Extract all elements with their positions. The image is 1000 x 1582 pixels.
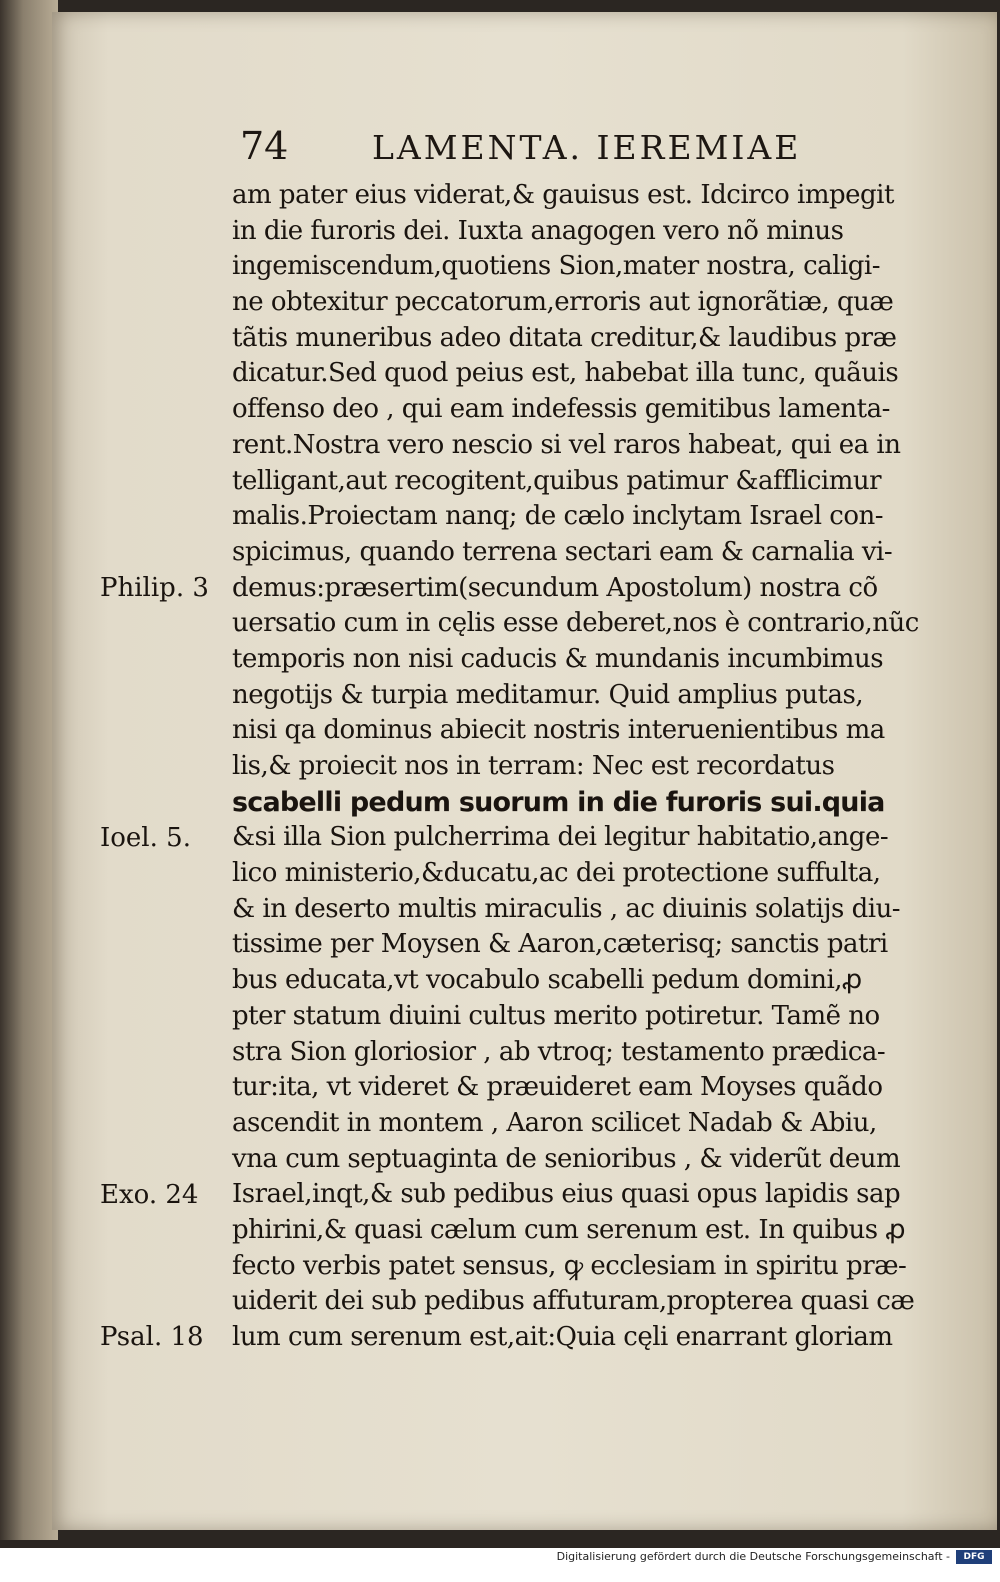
book-spine-edge <box>0 0 58 1540</box>
text-line: ingemiscendum,quotiens Sion,mater nostra, caligi- <box>232 251 881 282</box>
text-line: fecto verbis patet sensus, ꝙ ecclesiam in spiritu præ- <box>232 1250 907 1281</box>
margin-note-psal: Psal. 18 <box>100 1322 204 1353</box>
text-line: &si illa Sion pulcherrima dei legitur habitatio,ange- <box>232 822 889 853</box>
text-line: stra Sion gloriosior , ab vtroq; testamento prædica- <box>232 1036 886 1067</box>
text-line: negotijs & turpia meditamur. Quid amplius putas, <box>232 679 864 710</box>
text-line: phirini,& quasi cælum cum serenum est. In quibus ꝓ <box>232 1214 905 1245</box>
text-line: tur:ita, vt videret & præuideret eam Moyses quãdo <box>232 1072 883 1103</box>
text-line: nisi qa dominus abiecit nostris interuenientibus ma <box>232 715 885 746</box>
text-line: spicimus, quando terrena sectari eam & carnalia vi- <box>232 536 893 567</box>
page-number: 74 <box>240 124 289 168</box>
margin-note-philip: Philip. 3 <box>100 572 209 603</box>
text-line: vna cum septuaginta de senioribus , & viderũt deum <box>232 1143 901 1174</box>
text-line: dicatur.Sed quod peius est, habebat illa tunc, quãuis <box>232 358 899 389</box>
margin-note-exo: Exo. 24 <box>100 1179 199 1210</box>
text-line: lico ministerio,&ducatu,ac dei protectione suffulta, <box>232 858 881 889</box>
page-header <box>240 120 860 170</box>
text-line: ne obtexitur peccatorum,erroris aut ignorãtiæ, quæ <box>232 287 894 318</box>
text-line: Israel,inqt,& sub pedibus eius quasi opus lapidis sap <box>232 1179 901 1210</box>
text-line: malis.Proiectam nanq; de cælo inclytam Israel con- <box>232 501 884 532</box>
text-line: tissime per Moysen & Aaron,cæterisq; sanctis patri <box>232 929 888 960</box>
text-line: pter statum diuini cultus merito potiretur. Tamẽ no <box>232 1000 880 1031</box>
dfg-logo: DFG <box>956 1550 992 1564</box>
text-line: demus:præsertim(secundum Apostolum) nostra cõ <box>232 572 878 603</box>
text-line: lis,& proiecit nos in terram: Nec est recordatus <box>232 751 835 781</box>
text-line: rent.Nostra vero nescio si vel raros habeat, qui ea in <box>232 429 901 460</box>
text-line: offenso deo , qui eam indefessis gemitibus lamenta- <box>232 394 890 425</box>
running-head: LAMENTA. IEREMIAE <box>372 128 802 167</box>
text-line: uersatio cum in cęlis esse deberet,nos è contrario,nũc <box>232 608 919 639</box>
footer-credit: Digitalisierung gefördert durch die Deutsche Forschungsgemeinschaft - <box>556 1550 950 1563</box>
text-line: in die furoris dei. Iuxta anagogen vero nõ minus <box>232 215 844 246</box>
text-line: telligant,aut recogitent,quibus patimur &afflicimur <box>232 465 882 496</box>
text-line: temporis non nisi caducis & mundanis incumbimus <box>232 643 884 674</box>
text-line-gothic: scabelli pedum suorum in die furoris sui.quia <box>232 786 885 818</box>
body-text <box>232 178 942 1356</box>
text-line: bus educata,vt vocabulo scabelli pedum domini,ꝓ <box>232 965 862 996</box>
text-line: & in deserto multis miraculis , ac diuinis solatijs diu- <box>232 893 901 924</box>
text-line: tãtis muneribus adeo ditata creditur,& laudibus præ <box>232 322 897 353</box>
text-line: lum cum serenum est,ait:Quia cęli enarrant gloriam <box>232 1322 893 1352</box>
text-line: ascendit in montem , Aaron scilicet Nadab & Abiu, <box>232 1107 877 1138</box>
text-line: am pater eius viderat,& gauisus est. Idcirco impegit <box>232 180 894 210</box>
margin-note-ioel: Ioel. 5. <box>100 822 191 853</box>
text-line: uiderit dei sub pedibus affuturam,propterea quasi cæ <box>232 1286 915 1317</box>
